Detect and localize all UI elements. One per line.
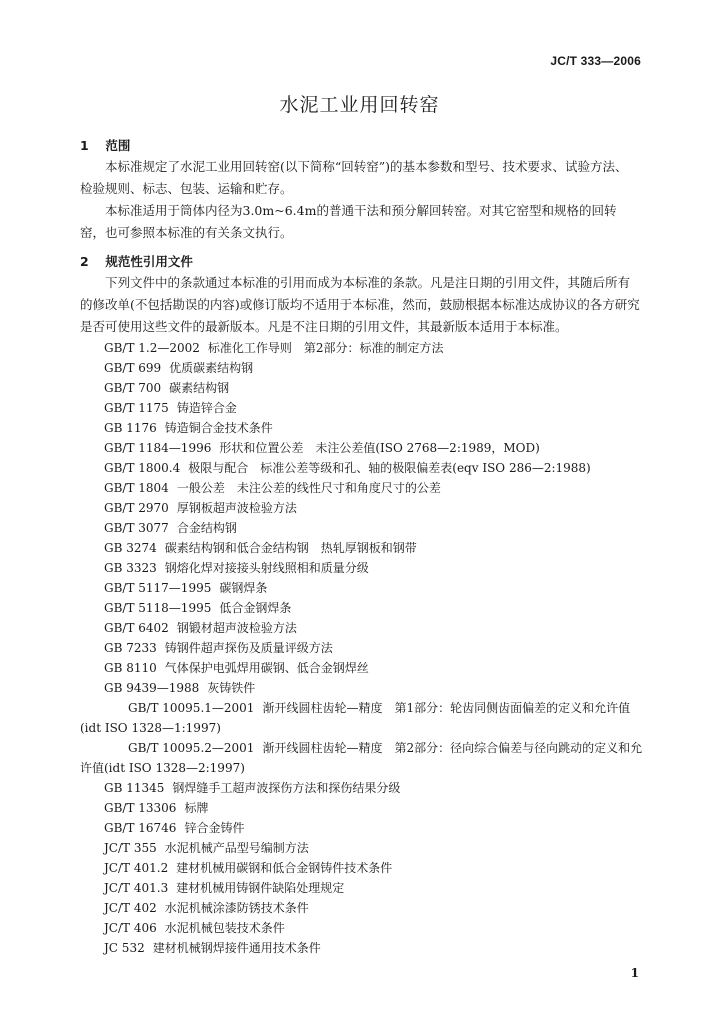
section-1-heading xyxy=(80,136,130,154)
reference-item xyxy=(80,838,645,858)
reference-item xyxy=(80,398,645,418)
reference-item xyxy=(80,938,645,958)
reference-title: 铸钢件超声探伤及质量评级方法 xyxy=(164,641,333,655)
reference-item xyxy=(80,658,645,678)
reference-item xyxy=(80,598,645,618)
reference-code: GB/T 10095.2—2001 xyxy=(128,741,255,755)
reference-title: 形状和位置公差 未注公差值(ISO 2768—2:1989，MOD) xyxy=(219,441,540,455)
standard-number: JC/T 333—2006 xyxy=(550,54,641,68)
reference-title: 碳素结构钢 xyxy=(169,381,230,395)
reference-title: 极限与配合 标准公差等级和孔、轴的极限偏差表(eqv ISO 286—2:1988) xyxy=(188,461,591,475)
reference-item xyxy=(80,478,645,498)
reference-item xyxy=(80,738,645,778)
reference-title: 锌合金铸件 xyxy=(184,821,245,835)
paragraph: 本标准规定了水泥工业用回转窑(以下简称“回转窑”)的基本参数和型号、技术要求、试验方法、检验规则、标志、包装、运输和贮存。 xyxy=(80,159,628,196)
reference-code: GB/T 16746 xyxy=(104,821,177,835)
reference-code: GB 1176 xyxy=(104,421,157,435)
reference-title: 水泥机械包装技术条件 xyxy=(164,921,285,935)
reference-title: 标牌 xyxy=(184,801,209,815)
reference-code: JC/T 401.2 xyxy=(104,861,169,875)
reference-code: GB/T 6402 xyxy=(104,621,169,635)
section-2-heading xyxy=(80,252,193,270)
reference-item xyxy=(80,918,645,938)
reference-title: 碳钢焊条 xyxy=(219,581,268,595)
reference-code: GB 8110 xyxy=(104,661,157,675)
reference-code: GB/T 699 xyxy=(104,361,162,375)
reference-code: JC/T 401.3 xyxy=(104,881,169,895)
reference-item xyxy=(80,818,645,838)
paragraph: 下列文件中的条款通过本标准的引用而成为本标准的条款。凡是注日期的引用文件，其随后所有的修改单(不包括勘误的内容)或修订版均不适用于本标准，然而，鼓励根据本标准达成协议的各方研究是否可使用这些文件的最新版本。凡是不注日期的引用文件，其最新版本适用于本标准。 xyxy=(80,275,640,334)
section-number: 2 xyxy=(80,254,89,269)
reference-code: GB/T 1804 xyxy=(104,481,169,495)
reference-title: 建材机械用铸钢件缺陷处理规定 xyxy=(176,881,345,895)
reference-title: 渐开线圆柱齿轮—精度 第2部分：径向综合偏差与径向跳动的定义和允许值(idt ISO 1328—2:1997) xyxy=(80,741,643,775)
reference-code: GB 3323 xyxy=(104,561,157,575)
section-title: 规范性引用文件 xyxy=(105,254,193,269)
reference-code: GB/T 13306 xyxy=(104,801,177,815)
reference-item xyxy=(80,778,645,798)
reference-item xyxy=(80,678,645,698)
reference-title: 合金结构钢 xyxy=(176,521,237,535)
reference-item xyxy=(80,418,645,438)
reference-title: 气体保护电弧焊用碳钢、低合金钢焊丝 xyxy=(164,661,369,675)
paragraph: 本标准适用于筒体内径为3.0m~6.4m的普通干法和预分解回转窑。对其它窑型和规格的回转窑，也可参照本标准的有关条文执行。 xyxy=(80,203,617,240)
reference-item xyxy=(80,338,645,358)
reference-item xyxy=(80,618,645,638)
reference-item xyxy=(80,358,645,378)
section-number: 1 xyxy=(80,138,89,153)
reference-item xyxy=(80,858,645,878)
reference-code: GB/T 2970 xyxy=(104,501,169,515)
reference-code: GB/T 1800.4 xyxy=(104,461,181,475)
reference-title: 钢锻材超声波检验方法 xyxy=(176,621,297,635)
reference-code: GB/T 5118—1995 xyxy=(104,601,212,615)
reference-code: GB/T 1.2—2002 xyxy=(104,341,200,355)
reference-title: 碳素结构钢和低合金结构钢 热轧厚钢板和钢带 xyxy=(164,541,417,555)
page-title: 水泥工业用回转窑 xyxy=(279,94,440,116)
reference-title: 低合金钢焊条 xyxy=(219,601,292,615)
reference-title: 铸造锌合金 xyxy=(176,401,237,415)
reference-code: GB/T 10095.1—2001 xyxy=(128,701,255,715)
reference-code: JC/T 402 xyxy=(104,901,157,915)
reference-item xyxy=(80,498,645,518)
reference-title: 优质碳素结构钢 xyxy=(169,361,254,375)
reference-code: GB/T 1184—1996 xyxy=(104,441,212,455)
reference-item xyxy=(80,558,645,578)
reference-item xyxy=(80,578,645,598)
reference-item xyxy=(80,518,645,538)
reference-list xyxy=(80,338,645,958)
reference-code: JC/T 355 xyxy=(104,841,157,855)
reference-title: 建材机械用碳钢和低合金钢铸件技术条件 xyxy=(176,861,393,875)
reference-item xyxy=(80,438,645,458)
reference-title: 铸造铜合金技术条件 xyxy=(164,421,273,435)
section-title: 范围 xyxy=(105,138,131,153)
reference-item xyxy=(80,538,645,558)
page-number: 1 xyxy=(630,966,639,980)
reference-code: GB/T 5117—1995 xyxy=(104,581,212,595)
reference-item xyxy=(80,378,645,398)
reference-item xyxy=(80,798,645,818)
reference-title: 钢焊缝手工超声波探伤方法和探伤结果分级 xyxy=(172,781,401,795)
reference-code: GB 3274 xyxy=(104,541,157,555)
reference-code: GB/T 1175 xyxy=(104,401,169,415)
reference-title: 建材机械钢焊接件通用技术条件 xyxy=(152,941,321,955)
reference-code: GB/T 700 xyxy=(104,381,162,395)
reference-code: GB 7233 xyxy=(104,641,157,655)
reference-code: GB 9439—1988 xyxy=(104,681,200,695)
reference-title: 渐开线圆柱齿轮—精度 第1部分：轮齿同侧齿面偏差的定义和允许值(idt ISO 1328—1:1997) xyxy=(80,701,631,735)
reference-title: 灰铸铁件 xyxy=(207,681,256,695)
reference-item xyxy=(80,698,645,738)
reference-code: JC/T 406 xyxy=(104,921,157,935)
reference-title: 水泥机械产品型号编制方法 xyxy=(164,841,309,855)
reference-title: 水泥机械涂漆防锈技术条件 xyxy=(164,901,309,915)
reference-item xyxy=(80,898,645,918)
reference-title: 厚钢板超声波检验方法 xyxy=(176,501,297,515)
reference-item xyxy=(80,878,645,898)
reference-code: JC 532 xyxy=(104,941,145,955)
reference-item xyxy=(80,458,645,478)
reference-item xyxy=(80,638,645,658)
reference-title: 一般公差 未注公差的线性尺寸和角度尺寸的公差 xyxy=(176,481,441,495)
reference-title: 钢熔化焊对接接头射线照相和质量分级 xyxy=(164,561,369,575)
reference-title: 标准化工作导则 第2部分：标准的制定方法 xyxy=(207,341,444,355)
reference-code: GB 11345 xyxy=(104,781,165,795)
reference-code: GB/T 3077 xyxy=(104,521,169,535)
